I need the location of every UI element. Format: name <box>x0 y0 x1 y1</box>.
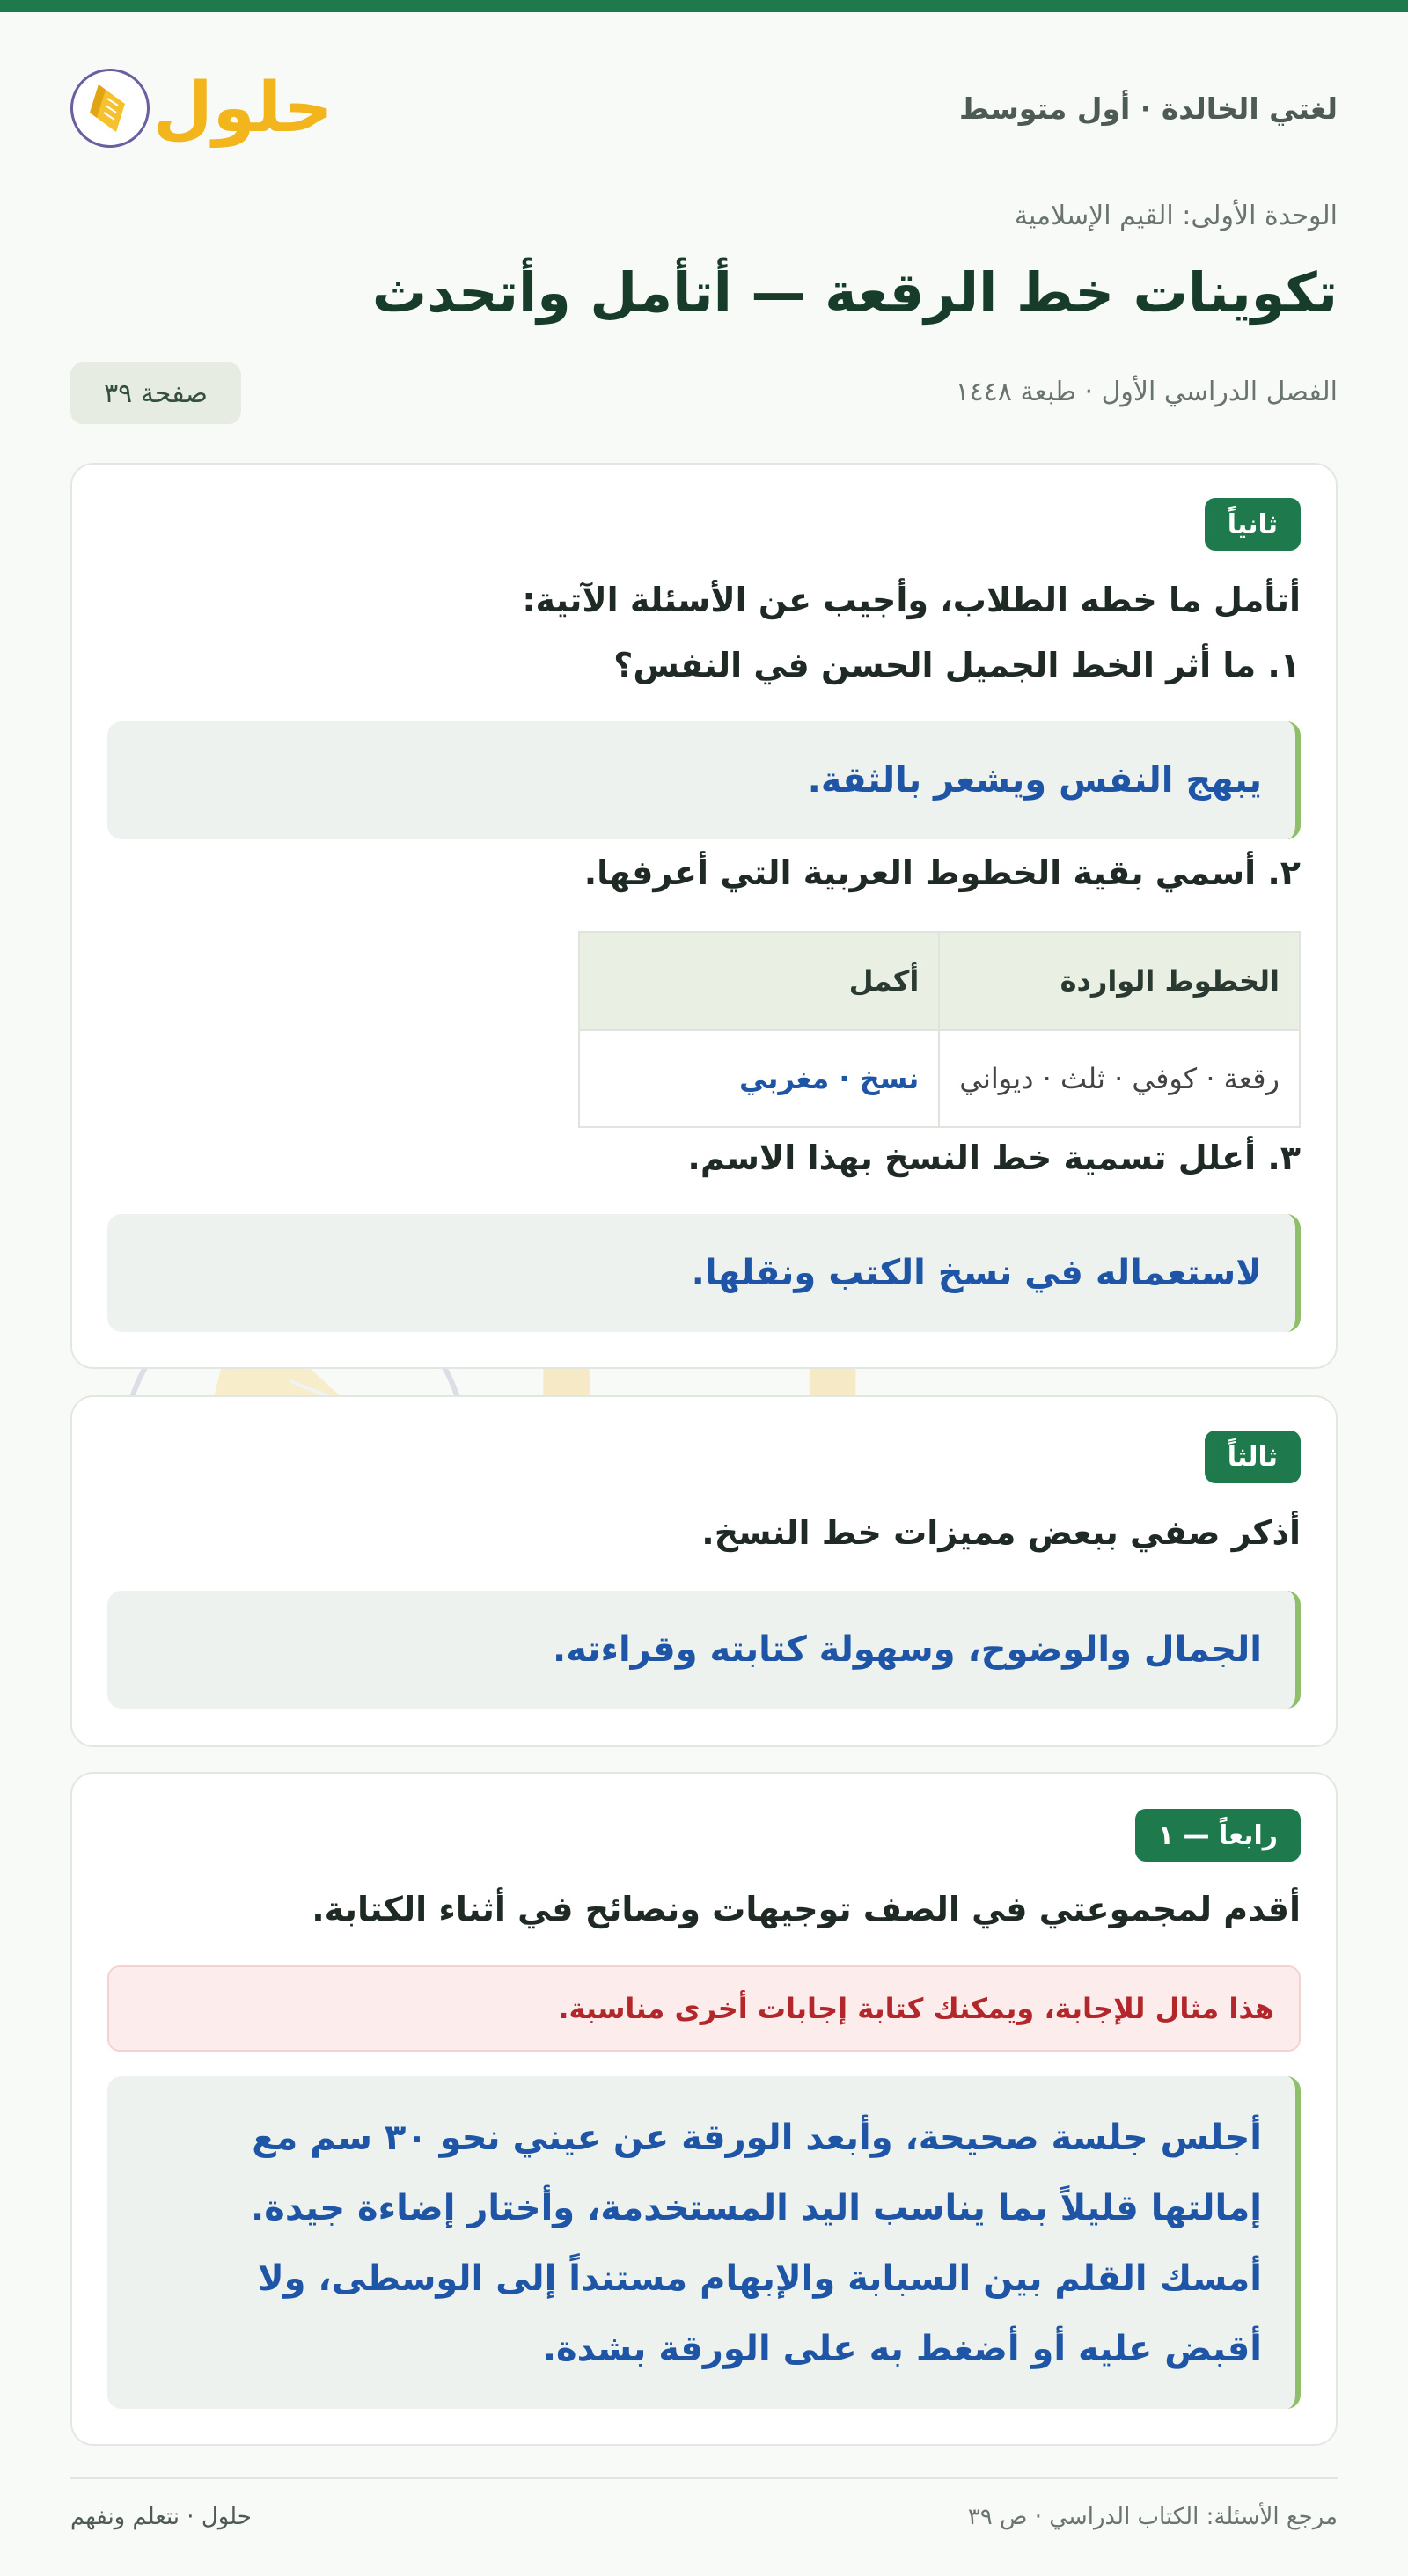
answer: الجمال والوضوح، وسهولة كتابته وقراءته. <box>107 1591 1301 1709</box>
section-card-2 <box>70 463 1338 1369</box>
column-header-complete: أكمل <box>579 932 940 1030</box>
answer-3: لاستعماله في نسخ الكتب ونقلها. <box>107 1214 1301 1332</box>
page-header <box>70 60 1338 157</box>
question-1: ١. ما أثر الخط الجميل الحسن في النفس؟ <box>613 646 1301 684</box>
answer-line: أقبض عليه أو أضغط به على الورقة بشدة. <box>542 2329 1262 2369</box>
semester-label: الفصل الدراسي الأول · طبعة ١٤٤٨ <box>955 377 1338 407</box>
section-badge: ثالثاً <box>1205 1431 1301 1483</box>
answer-multiline <box>107 2076 1301 2409</box>
section-badge: ثانياً <box>1205 498 1301 551</box>
book-icon <box>79 77 141 139</box>
column-header-given: الخطوط الواردة <box>939 932 1300 1030</box>
brand-logo[interactable] <box>70 69 334 148</box>
answer-line: أجلس جلسة صحيحة، وأبعد الورقة عن عيني نحو ٣٠ سم مع <box>252 2118 1262 2158</box>
example-note: هذا مثال للإجابة، ويمكنك كتابة إجابات أخرى مناسبة. <box>107 1965 1301 2052</box>
logo-badge <box>70 69 150 148</box>
footer-brand: حلول · نتعلم ونفهم <box>70 2504 252 2530</box>
section-card-4 <box>70 1772 1338 2446</box>
section-card-3 <box>70 1395 1338 1747</box>
question-3: ٣. أعلل تسمية خط النسخ بهذا الاسم. <box>687 1138 1301 1177</box>
section-badge: رابعاً — ١ <box>1135 1809 1301 1862</box>
table-row <box>579 1030 1300 1127</box>
footer-reference: مرجع الأسئلة: الكتاب الدراسي · ص ٣٩ <box>967 2504 1338 2530</box>
answer-line: إمالتها قليلاً بما يناسب اليد المستخدمة، وأختار إضاءة جيدة. <box>251 2188 1262 2228</box>
logo-text: حلول <box>153 69 334 148</box>
book-title: لغتي الخالدة · أول متوسط <box>958 91 1338 126</box>
question-prompt: أذكر صفي ببعض مميزات خط النسخ. <box>701 1513 1301 1552</box>
page-title: تكوينات خط الرقعة — أتأمل وأتحدث <box>371 260 1338 325</box>
unit-label: الوحدة الأولى: القيم الإسلامية <box>1014 201 1338 231</box>
cell-given-fonts: رقعة · كوفي · ثلث · ديواني <box>939 1030 1300 1127</box>
cell-complete-fonts: نسخ · مغربي <box>579 1030 940 1127</box>
table-header-row <box>579 932 1300 1030</box>
answer-1: يبهج النفس ويشعر بالثقة. <box>107 721 1301 839</box>
answer-line: أمسك القلم بين السبابة والإبهام مستنداً إلى الوسطى، ولا <box>257 2258 1262 2299</box>
question-prompt: أتأمل ما خطه الطلاب، وأجيب عن الأسئلة الآتية: <box>522 581 1301 619</box>
top-accent-bar <box>0 0 1408 12</box>
question-prompt: أقدم لمجموعتي في الصف توجيهات ونصائح في أثناء الكتابة. <box>312 1890 1301 1928</box>
fonts-table <box>578 931 1301 1128</box>
footer-divider <box>70 2477 1338 2479</box>
question-2: ٢. أسمي بقية الخطوط العربية التي أعرفها. <box>583 853 1301 892</box>
page-number-chip: صفحة ٣٩ <box>70 362 241 424</box>
